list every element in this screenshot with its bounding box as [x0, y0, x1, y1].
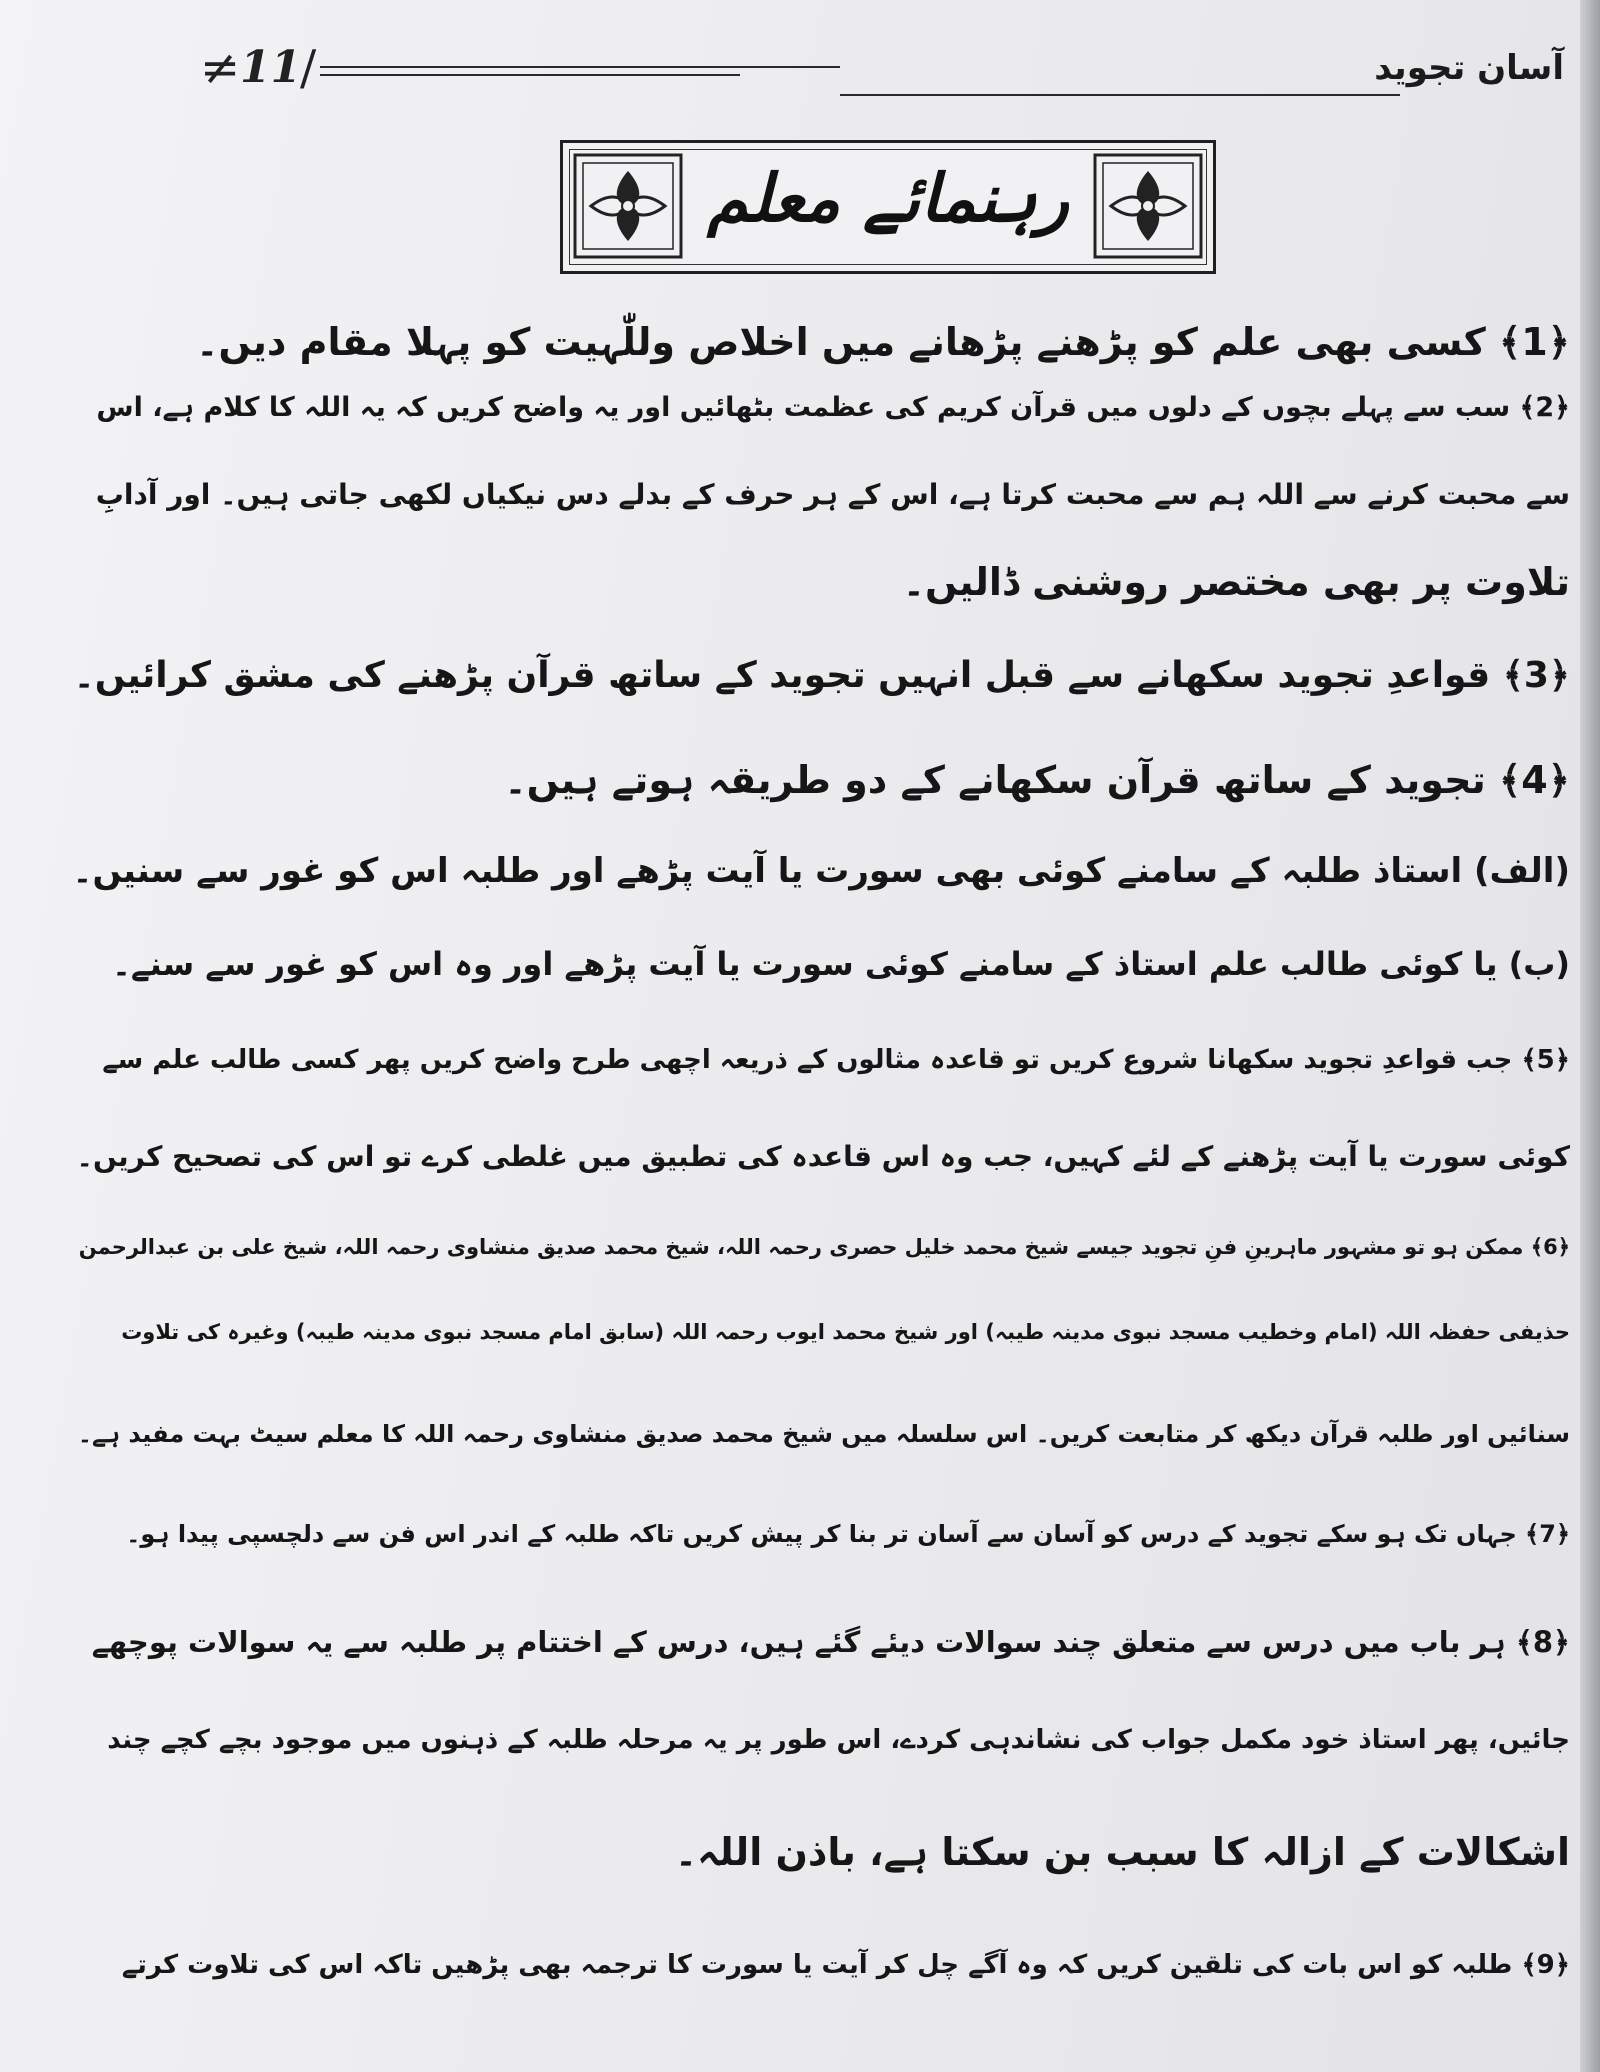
text-line	[96, 478, 1570, 511]
point-marker: ﴿4﴾	[1499, 758, 1570, 802]
text-line	[196, 320, 1570, 364]
page-edge	[1580, 0, 1600, 2072]
line-text: (الف) استاذ طلبہ کے سامنے کوئی بھی سورت یا آیت پڑھے اور طلبہ اس کو غور سے سنیں۔	[72, 851, 1570, 891]
line-text: جائیں، پھر استاذ خود مکمل جواب کی نشاندہی کردے، اس طور پر یہ مرحلہ طلبہ کے ذہنوں میں موجود بچے کچے چند	[107, 1725, 1570, 1755]
line-text: اشکالات کے ازالہ کا سبب بن سکتا ہے، باذن اللہ۔	[674, 1830, 1570, 1874]
text-line	[126, 1520, 1570, 1548]
point-marker: ﴿3﴾	[1502, 655, 1570, 696]
header-rule	[320, 66, 840, 68]
page-number: 11	[240, 42, 302, 93]
book-title: آسان تجوید	[1374, 48, 1564, 88]
header-rule	[320, 74, 740, 76]
section-title: رہنمائے معلم	[707, 159, 1069, 237]
text-line	[122, 1950, 1570, 1980]
text-line	[78, 1420, 1570, 1448]
text-line	[121, 1320, 1570, 1344]
text-line	[73, 850, 1570, 891]
point-marker: ﴿2﴾	[1519, 392, 1570, 423]
point-marker: ﴿6﴾	[1530, 1235, 1570, 1259]
text-line	[903, 560, 1570, 604]
line-text: حذیفی حفظہ اللہ (امام وخطیب مسجد نبوی مدینہ طیبہ) اور شیخ محمد ایوب رحمہ اللہ (سابق امام مسجد نبوی مدینہ طیبہ) وغیرہ کی تلاوت	[121, 1320, 1570, 1344]
line-text: تلاوت پر بھی مختصر روشنی ڈالیں۔	[902, 560, 1570, 604]
text-line	[79, 1235, 1570, 1259]
floral-ornament-icon	[1093, 153, 1203, 259]
line-text: ہر باب میں درس سے متعلق چند سوالات دیئے گئے ہیں، درس کے اختتام پر طلبہ سے یہ سوالات پوچھے	[91, 1625, 1506, 1659]
point-marker: ﴿7﴾	[1525, 1520, 1570, 1548]
line-text: (ب) یا کوئی طالب علم استاذ کے سامنے کوئی سورت یا آیت پڑھے اور وہ اس کو غور سے سنے۔	[112, 945, 1570, 983]
running-header	[200, 40, 1580, 110]
header-rule	[840, 94, 1400, 96]
line-text: ممکن ہو تو مشہور ماہرینِ فنِ تجوید جیسے شیخ محمد خلیل حصری رحمہ اللہ، شیخ محمد صدیق منشاوی رحمہ اللہ، شیخ علی بن عبدالرحمن	[78, 1235, 1524, 1259]
line-text: سب سے پہلے بچوں کے دلوں میں قرآن کریم کی عظمت بٹھائیں اور یہ واضح کریں کہ یہ اللہ کا کلام ہے، اس	[96, 392, 1511, 423]
line-text: طلبہ کو اس بات کی تلقین کریں کہ وہ آگے چل کر آیت یا سورت کا ترجمہ بھی پڑھیں تاکہ اس کی تلاوت کرتے	[121, 1950, 1513, 1980]
text-line	[77, 1140, 1570, 1173]
text-line	[102, 1045, 1570, 1075]
line-text: جب قواعدِ تجوید سکھانا شروع کریں تو قاعدہ مثالوں کے ذریعہ اچھی طرح واضح کریں پھر کسی طالب علم سے	[102, 1045, 1513, 1075]
text-line	[96, 392, 1570, 423]
text-line	[92, 1625, 1570, 1659]
text-line	[504, 758, 1570, 802]
point-marker: ﴿9﴾	[1521, 1950, 1570, 1980]
line-text: کسی بھی علم کو پڑھنے پڑھانے میں اخلاص وللّٰہیت کو پہلا مقام دیں۔	[196, 320, 1486, 364]
line-text: کوئی سورت یا آیت پڑھنے کے لئے کہیں، جب وہ اس قاعدہ کی تطبیق میں غلطی کرے تو اس کی تصحیح کریں۔	[76, 1140, 1570, 1173]
point-marker: ﴿8﴾	[1515, 1625, 1570, 1659]
line-text: تجوید کے ساتھ قرآن سکھانے کے دو طریقہ ہوتے ہیں۔	[504, 758, 1486, 802]
line-text: قواعدِ تجوید سکھانے سے قبل انہیں تجوید کے ساتھ قرآن پڑھنے کی مشق کرائیں۔	[73, 655, 1491, 696]
page-number-ornament: ≠	[200, 40, 241, 96]
line-text: سے محبت کرنے سے اللہ ہم سے محبت کرتا ہے، اس کے ہر حرف کے بدلے دس نیکیاں لکھی جاتی ہیں۔ اور آدابِ	[95, 478, 1570, 511]
text-line	[74, 655, 1570, 696]
text-line	[112, 945, 1570, 983]
floral-ornament-icon	[573, 153, 683, 259]
page-number-ornament: /	[300, 40, 317, 96]
point-marker: ﴿5﴾	[1521, 1045, 1570, 1075]
line-text: جہاں تک ہو سکے تجوید کے درس کو آسان سے آسان تر بنا کر پیش کریں تاکہ طلبہ کے اندر اس فن سے دلچسپی پیدا ہو۔	[126, 1520, 1517, 1548]
text-line	[107, 1725, 1570, 1755]
text-line	[675, 1830, 1570, 1874]
section-title-box	[560, 140, 1216, 274]
point-marker: ﴿1﴾	[1499, 320, 1570, 364]
line-text: سنائیں اور طلبہ قرآن دیکھ کر متابعت کریں۔ اس سلسلہ میں شیخ محمد صدیق منشاوی رحمہ اللہ کا معلم سیٹ بہت مفید ہے۔	[77, 1420, 1570, 1448]
